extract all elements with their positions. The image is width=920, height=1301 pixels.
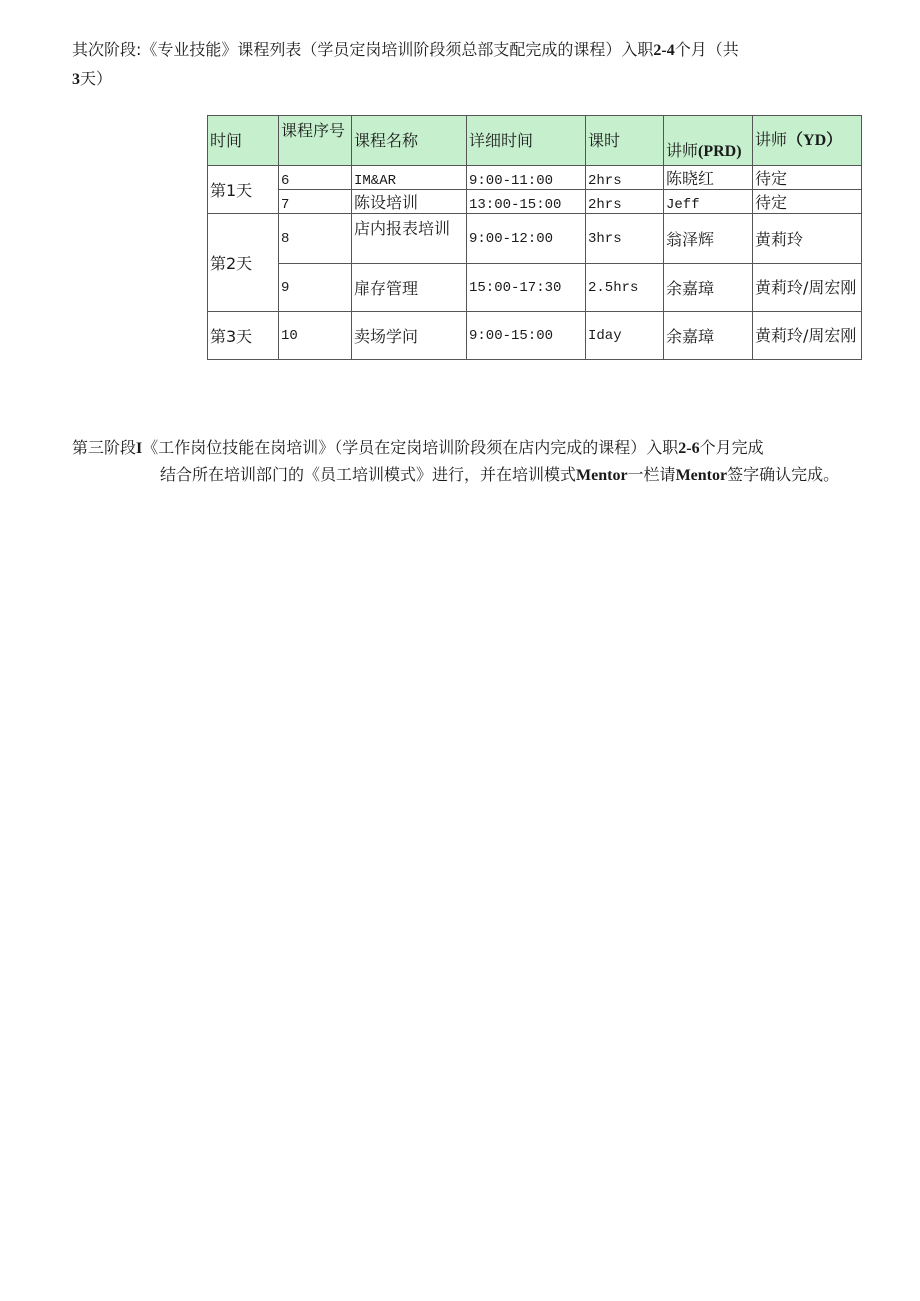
stage2-heading-suffix: 天） (80, 69, 113, 88)
prd-cell: Jeff (664, 190, 753, 214)
header-prd-label: 讲师 (666, 141, 699, 160)
day-cell: 第3天 (208, 312, 279, 360)
prd-cell: 翁泽辉 (664, 214, 753, 264)
stage3-heading-prefix: 第三阶段 (72, 438, 137, 457)
header-yd-label: 讲师 (755, 130, 788, 149)
yd-cell: 待定 (753, 166, 862, 190)
yd-cell: 黄莉玲 (753, 214, 862, 264)
hours-cell: 2hrs (586, 166, 664, 190)
hours-cell: 2.5hrs (586, 264, 664, 312)
stage2-month-range: 2-4 (653, 42, 675, 59)
stage3-note-mentor1: Mentor (576, 467, 628, 484)
stage2-heading-middle: 个月（共 (674, 40, 739, 59)
seq-cell: 9 (279, 264, 352, 312)
seq-cell: 10 (279, 312, 352, 360)
stage3-note-mentor2: Mentor (675, 467, 728, 484)
header-detail: 详细时间 (467, 116, 586, 166)
header-seq: 课程序号 (279, 116, 352, 166)
header-prd-code: (PRD) (698, 143, 742, 160)
stage3-note-part2: 一栏请 (627, 465, 676, 484)
stage2-day-count: 3 (72, 71, 80, 88)
seq-cell: 8 (279, 214, 352, 264)
name-cell: 店内报表培训 (352, 214, 467, 264)
name-cell: IM&AR (352, 166, 467, 190)
hours-cell: 3hrs (586, 214, 664, 264)
header-name: 课程名称 (352, 116, 467, 166)
header-prd (664, 116, 753, 166)
stage3-note-part1: 结合所在培训部门的《员工培训模式》进行，并在培训模式 (160, 465, 577, 484)
table-row (208, 264, 862, 312)
detail-cell: 15:00-17:30 (467, 264, 586, 312)
seq-cell: 7 (279, 190, 352, 214)
name-cell: 卖场学问 (352, 312, 467, 360)
table-row (208, 166, 862, 190)
stage3-heading-body: 《工作岗位技能在岗培训》（学员在定岗培训阶段须在店内完成的课程）入职 (142, 438, 679, 457)
detail-cell: 13:00-15:00 (467, 190, 586, 214)
detail-cell: 9:00-11:00 (467, 166, 586, 190)
detail-cell: 9:00-12:00 (467, 214, 586, 264)
stage3-heading (72, 434, 862, 463)
yd-cell: 黄莉玲/周宏刚 (753, 264, 862, 312)
yd-cell: 黄莉玲/周宏刚 (753, 312, 862, 360)
hours-cell: Iday (586, 312, 664, 360)
stage2-heading (72, 36, 792, 94)
yd-cell: 待定 (753, 190, 862, 214)
name-cell: 陈设培训 (352, 190, 467, 214)
table-row (208, 214, 862, 264)
stage3-note-part3: 签字确认完成。 (727, 465, 840, 484)
stage2-heading-prefix: 其次阶段:《专业技能》课程列表（学员定岗培训阶段须总部支配完成的课程）入职 (72, 40, 654, 59)
table-header-row (208, 116, 862, 166)
prd-cell: 余嘉璋 (664, 312, 753, 360)
stage3-heading-suffix: 个月完成 (699, 438, 764, 457)
header-time: 时间 (208, 116, 279, 166)
day-cell: 第1天 (208, 166, 279, 214)
prd-cell: 余嘉璋 (664, 264, 753, 312)
stage3-month-range: 2-6 (678, 440, 700, 457)
stage3-marker: I (136, 440, 143, 457)
table-row (208, 190, 862, 214)
header-yd-code: （YD） (787, 132, 843, 149)
course-table (207, 115, 862, 360)
seq-cell: 6 (279, 166, 352, 190)
header-yd (753, 116, 862, 166)
header-hours: 课时 (586, 116, 664, 166)
table-row (208, 312, 862, 360)
hours-cell: 2hrs (586, 190, 664, 214)
name-cell: 扉存管理 (352, 264, 467, 312)
prd-cell: 陈晓红 (664, 166, 753, 190)
detail-cell: 9:00-15:00 (467, 312, 586, 360)
stage3-note (72, 461, 862, 490)
day-cell: 第2天 (208, 214, 279, 312)
